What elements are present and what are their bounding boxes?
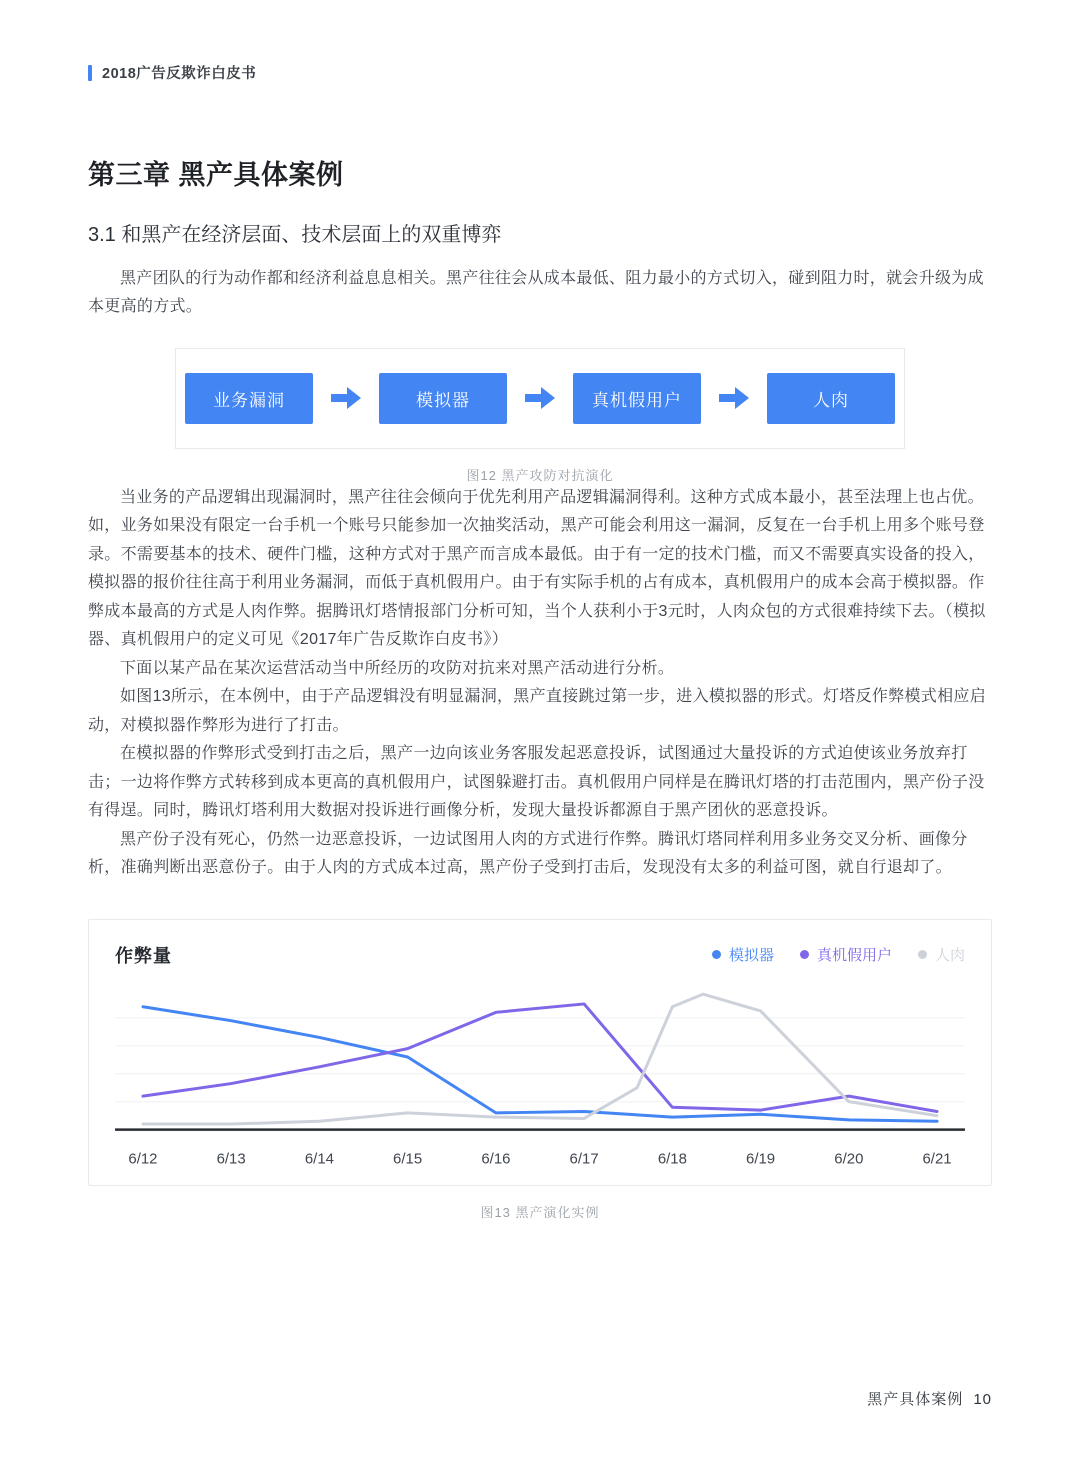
svg-text:6/16: 6/16	[481, 1150, 511, 1168]
svg-text:6/18: 6/18	[657, 1150, 687, 1168]
section-title: 3.1 和黑产在经济层面、技术层面上的双重博弈	[88, 224, 502, 246]
svg-text:6/12: 6/12	[128, 1150, 158, 1168]
paragraph-human-attack: 黑产份子没有死心，仍然一边恶意投诉，一边试图用人肉的方式进行作弊。腾讯灯塔同样利用多业务交叉分析、画像分析，准确判断出恶意份子。由于人肉的方式成本过高，黑产份子受到打击后，发现没有太多的利益可图，就自行退却了。	[88, 830, 968, 877]
flow-step-human: 人肉	[767, 373, 895, 424]
legend-item-human	[918, 944, 965, 965]
paragraph-complaint-attack: 在模拟器的作弊形式受到打击之后，黑产一边向该业务客服发起恶意投诉，试图通过大量投诉的方式迫使该业务放弃打击；一边将作弊方式转移到成本更高的真机假用户，试图躲避打击。真机假用户同样是在腾讯灯塔的打击范围内，黑产份子没有得逞。同时，腾讯灯塔利用大数据对投诉进行画像分析，发现大量投诉都源自于黑产团伙的恶意投诉。	[88, 745, 985, 820]
arrow-right-icon	[523, 385, 557, 411]
paragraph-figure13-intro: 如图13所示，在本例中，由于产品逻辑没有明显漏洞，黑产直接跳过第一步，进入模拟器的形式。灯塔反作弊模式相应启动，对模拟器作弊形为进行了打击。	[88, 688, 986, 734]
footer-page-number: 10	[973, 1391, 992, 1408]
legend-label: 人肉	[934, 947, 965, 964]
svg-text:6/21: 6/21	[922, 1150, 952, 1168]
svg-text:6/14: 6/14	[304, 1150, 334, 1168]
evolution-line-chart	[115, 980, 965, 1176]
doc-header	[88, 62, 992, 83]
chart-legend	[712, 944, 965, 965]
figure13-chart-card	[88, 919, 992, 1187]
figure12-caption: 图12 黑产攻防对抗演化	[466, 467, 614, 483]
page-footer	[867, 1388, 992, 1409]
paragraph-case-intro: 下面以某产品在某次运营活动当中所经历的攻防对抗来对黑产活动进行分析。	[120, 659, 675, 677]
flow-step-emulator: 模拟器	[379, 373, 507, 424]
legend-item-emulator	[712, 944, 774, 965]
legend-label: 真机假用户	[816, 947, 892, 964]
legend-dot-icon	[800, 950, 809, 959]
chapter-title: 第三章 黑产具体案例	[88, 160, 344, 190]
figure13-caption: 图13 黑产演化实例	[480, 1205, 600, 1221]
arrow-right-icon	[329, 385, 363, 411]
chart-header	[115, 942, 965, 968]
paragraph-cost-analysis: 当业务的产品逻辑出现漏洞时，黑产往往会倾向于优先利用产品逻辑漏洞得利。这种方式成本最小，甚至法理上也占优。如，业务如果没有限定一台手机一个账号只能参加一次抽奖活动，黑产可能会利用这一漏洞，反复在一台手机上用多个账号登录。不需要基本的技术、硬件门槛，这种方式对于黑产而言成本最低。由于有一定的技术门槛，而又不需要真实设备的投入，模拟器的报价往往高于利用业务漏洞，而低于真机假用户。由于有实际手机的占有成本，真机假用户的成本会高于模拟器。作弊成本最高的方式是人肉作弊。据腾讯灯塔情报部门分析可知，当个人获利小于3元时，人肉众包的方式很难持续下去。（模拟器、真机假用户的定义可见《2017年广告反欺诈白皮书》）	[88, 488, 986, 649]
svg-text:6/13: 6/13	[216, 1150, 246, 1168]
legend-dot-icon	[918, 950, 927, 959]
svg-text:6/15: 6/15	[393, 1150, 423, 1168]
header-accent-bar	[88, 65, 92, 81]
figure12-flow-diagram	[175, 348, 905, 449]
arrow-right-icon	[717, 385, 751, 411]
flow-step-real-device-fake-user: 真机假用户	[573, 373, 701, 424]
footer-label: 黑产具体案例	[867, 1391, 964, 1408]
svg-text:6/20: 6/20	[834, 1150, 864, 1168]
svg-text:6/17: 6/17	[569, 1150, 599, 1168]
paragraph-intro: 黑产团队的行为动作都和经济利益息息相关。黑产往往会从成本最低、阻力最小的方式切入，碰到阻力时，就会升级为成本更高的方式。	[88, 270, 984, 316]
flow-step-business-loophole: 业务漏洞	[185, 373, 313, 424]
doc-title: 2018广告反欺诈白皮书	[102, 66, 257, 82]
legend-item-real-device-fake-user	[800, 944, 892, 965]
legend-dot-icon	[712, 950, 721, 959]
legend-label: 模拟器	[728, 947, 774, 964]
svg-text:6/19: 6/19	[746, 1150, 776, 1168]
chart-title: 作弊量	[115, 945, 172, 966]
